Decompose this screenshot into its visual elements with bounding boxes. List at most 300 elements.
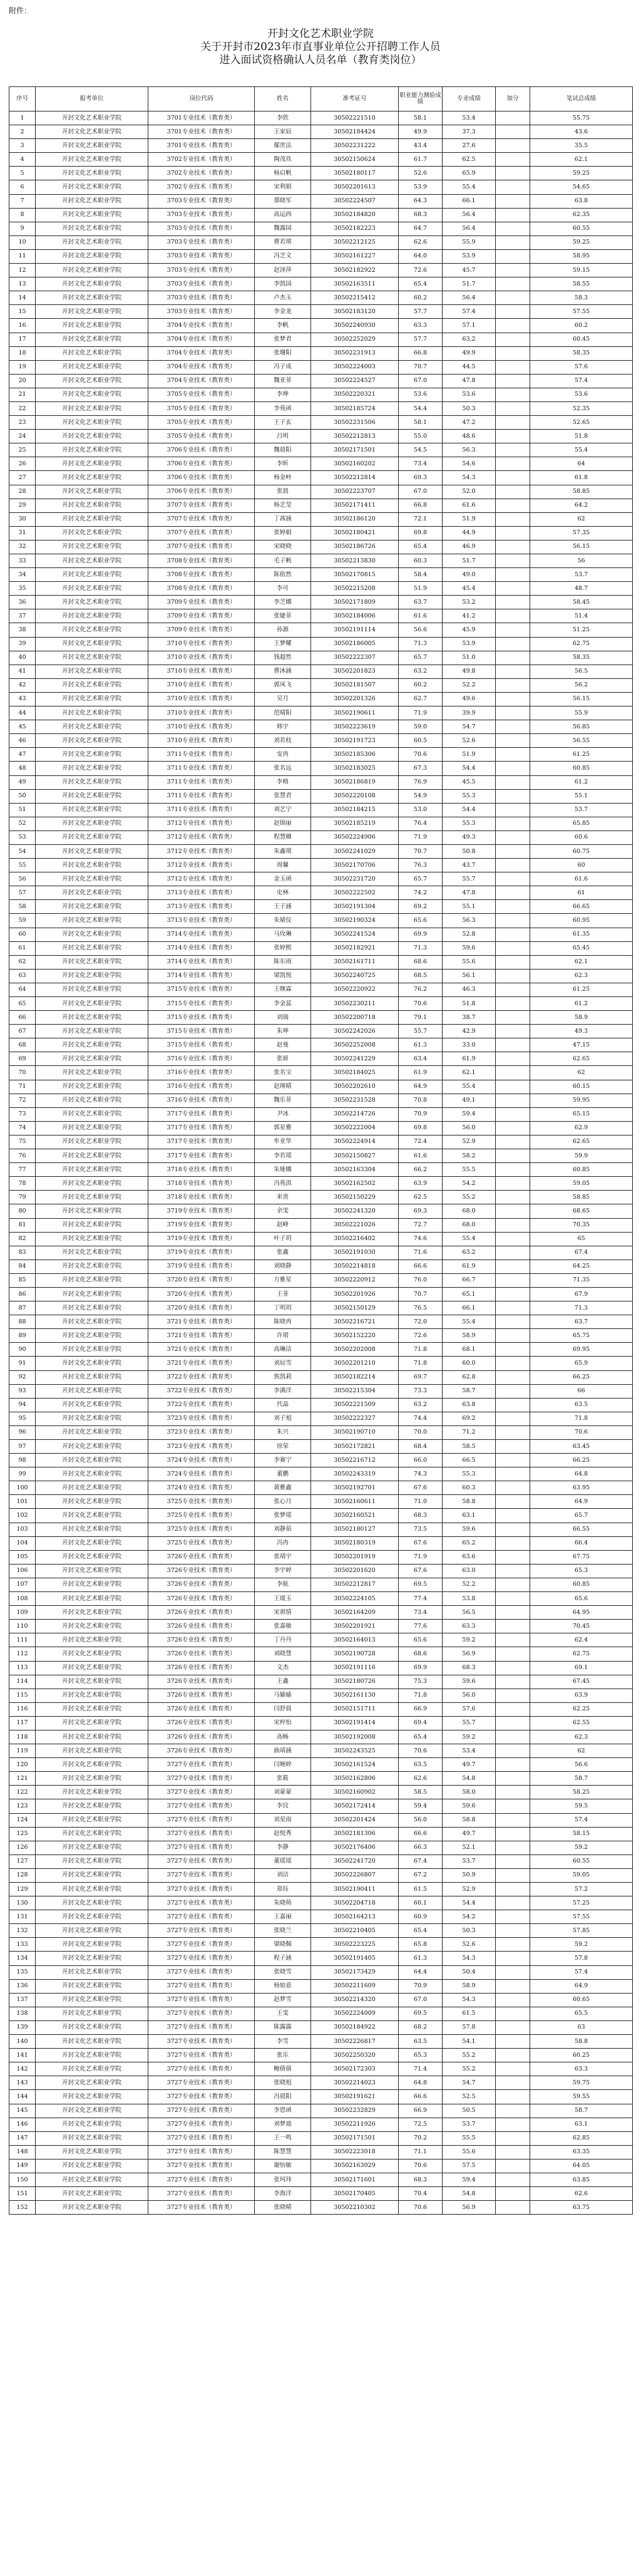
cell-bonus <box>496 900 530 914</box>
cell-position-code: 3706专业技术（教育类） <box>148 457 255 471</box>
cell-total-score: 51.25 <box>530 623 633 637</box>
cell-unit: 开封文化艺术职业学院 <box>36 1786 148 1799</box>
cell-total-score: 65.5 <box>530 2007 633 2020</box>
table-row <box>9 208 633 222</box>
cell-total-score: 62.55 <box>530 1716 633 1730</box>
cell-bonus <box>496 1744 530 1758</box>
cell-subject-score: 58.8 <box>443 1495 496 1509</box>
cell-subject-score: 55.7 <box>443 1716 496 1730</box>
table-row <box>9 401 633 415</box>
cell-total-score: 53.6 <box>530 388 633 401</box>
cell-total-score: 70.35 <box>530 1218 633 1232</box>
cell-unit: 开封文化艺术职业学院 <box>36 1938 148 1952</box>
cell-unit: 开封文化艺术职业学院 <box>36 1052 148 1066</box>
cell-unit: 开封文化艺术职业学院 <box>36 1813 148 1827</box>
cell-unit: 开封文化艺术职业学院 <box>36 1135 148 1149</box>
cell-subject-score: 56.9 <box>443 2201 496 2215</box>
cell-unit: 开封文化艺术职业学院 <box>36 1038 148 1052</box>
cell-subject-score: 65.9 <box>443 167 496 180</box>
cell-name: 曹若琪 <box>255 235 311 249</box>
cell-subject-score: 50.8 <box>443 844 496 858</box>
cell-subject-score: 51.8 <box>443 997 496 1011</box>
cell-index: 134 <box>9 1952 36 1965</box>
cell-name: 高琳洁 <box>255 1343 311 1357</box>
cell-name: 李满洋 <box>255 1384 311 1398</box>
cell-ticket-number: 30502241029 <box>311 844 399 858</box>
cell-ticket-number: 30502200718 <box>311 1011 399 1025</box>
cell-ticket-number: 30502223619 <box>311 720 399 734</box>
cell-subject-score: 57.5 <box>443 2159 496 2173</box>
table-row <box>9 762 633 775</box>
cell-bonus <box>496 789 530 803</box>
table-row <box>9 678 633 692</box>
table-row <box>9 554 633 568</box>
cell-position-code: 3722专业技术（教育类） <box>148 1398 255 1412</box>
cell-name: 宋梓怡 <box>255 1716 311 1730</box>
table-row <box>9 1038 633 1052</box>
cell-subject-score: 53.6 <box>443 388 496 401</box>
cell-ticket-number: 30502170405 <box>311 2187 399 2201</box>
cell-aptitude-score: 69.4 <box>399 1716 443 1730</box>
cell-position-code: 3725专业技术（教育类） <box>148 1536 255 1550</box>
cell-bonus <box>496 2062 530 2076</box>
cell-total-score: 58.85 <box>530 485 633 499</box>
cell-aptitude-score: 68.3 <box>399 1509 443 1523</box>
cell-position-code: 3703专业技术（教育类） <box>148 277 255 291</box>
cell-aptitude-score: 54.9 <box>399 789 443 803</box>
cell-position-code: 3727专业技术（教育类） <box>148 2007 255 2020</box>
cell-index: 17 <box>9 333 36 346</box>
cell-name: 魏露园 <box>255 222 311 235</box>
cell-position-code: 3727专业技术（教育类） <box>148 2131 255 2145</box>
cell-subject-score: 53.8 <box>443 1592 496 1606</box>
cell-unit: 开封文化艺术职业学院 <box>36 1924 148 1938</box>
cell-bonus <box>496 1038 530 1052</box>
cell-unit: 开封文化艺术职业学院 <box>36 1965 148 1979</box>
cell-aptitude-score: 60.2 <box>399 291 443 305</box>
cell-ticket-number: 30502220922 <box>311 983 399 996</box>
cell-aptitude-score: 59.4 <box>399 1799 443 1813</box>
cell-aptitude-score: 72.7 <box>399 1218 443 1232</box>
cell-name: 马玫琳 <box>255 928 311 941</box>
table-row <box>9 1509 633 1523</box>
cell-position-code: 3718专业技术（教育类） <box>148 1177 255 1191</box>
table-row <box>9 720 633 734</box>
cell-unit: 开封文化艺术职业学院 <box>36 249 148 263</box>
cell-subject-score: 57.4 <box>443 305 496 319</box>
cell-index: 58 <box>9 900 36 914</box>
cell-index: 52 <box>9 817 36 830</box>
cell-ticket-number: 30502171501 <box>311 2131 399 2145</box>
cell-position-code: 3701专业技术（教育类） <box>148 125 255 139</box>
table-row <box>9 2007 633 2020</box>
cell-index: 83 <box>9 1246 36 1260</box>
cell-bonus <box>496 1163 530 1177</box>
table-row <box>9 1246 633 1260</box>
cell-index: 59 <box>9 914 36 928</box>
cell-unit: 开封文化艺术职业学院 <box>36 1799 148 1813</box>
table-row <box>9 969 633 983</box>
cell-position-code: 3722专业技术（教育类） <box>148 1370 255 1384</box>
cell-unit: 开封文化艺术职业学院 <box>36 623 148 637</box>
table-row <box>9 1191 633 1204</box>
cell-unit: 开封文化艺术职业学院 <box>36 125 148 139</box>
cell-bonus <box>496 2201 530 2215</box>
cell-total-score: 60.85 <box>530 1578 633 1591</box>
cell-position-code: 3701专业技术（教育类） <box>148 139 255 153</box>
cell-ticket-number: 30502191723 <box>311 734 399 748</box>
cell-aptitude-score: 60.9 <box>399 1910 443 1924</box>
cell-aptitude-score: 63.4 <box>399 1052 443 1066</box>
cell-name: 李帆 <box>255 319 311 333</box>
cell-ticket-number: 30502224527 <box>311 374 399 388</box>
cell-subject-score: 47.2 <box>443 416 496 430</box>
cell-bonus <box>496 1868 530 1882</box>
cell-subject-score: 54.7 <box>443 2076 496 2090</box>
cell-total-score: 70.45 <box>530 1620 633 1633</box>
cell-aptitude-score: 58.1 <box>399 416 443 430</box>
cell-subject-score: 59.2 <box>443 1633 496 1647</box>
cell-name: 孙源 <box>255 623 311 637</box>
cell-subject-score: 54.3 <box>443 471 496 485</box>
cell-subject-score: 56.1 <box>443 969 496 983</box>
cell-position-code: 3719专业技术（教育类） <box>148 1246 255 1260</box>
cell-index: 106 <box>9 1564 36 1578</box>
cell-total-score: 55.1 <box>530 789 633 803</box>
cell-total-score: 58.35 <box>530 651 633 665</box>
cell-subject-score: 52.9 <box>443 1135 496 1149</box>
cell-ticket-number: 30502215412 <box>311 291 399 305</box>
cell-bonus <box>496 955 530 969</box>
cell-position-code: 3710专业技术（教育类） <box>148 637 255 651</box>
cell-ticket-number: 30502191030 <box>311 1246 399 1260</box>
cell-name: 李海洋 <box>255 2187 311 2201</box>
cell-name: 冯子成 <box>255 360 311 374</box>
cell-name: 董鹏 <box>255 1467 311 1481</box>
cell-position-code: 3711专业技术（教育类） <box>148 789 255 803</box>
table-row <box>9 1384 633 1398</box>
cell-name: 郭星雅 <box>255 1121 311 1135</box>
cell-unit: 开封文化艺术职业学院 <box>36 167 148 180</box>
cell-subject-score: 55.1 <box>443 900 496 914</box>
cell-name: 徐荣 <box>255 1440 311 1454</box>
cell-bonus <box>496 457 530 471</box>
cell-index: 109 <box>9 1606 36 1620</box>
cell-index: 53 <box>9 830 36 844</box>
cell-aptitude-score: 71.9 <box>399 1550 443 1564</box>
cell-index: 95 <box>9 1412 36 1425</box>
cell-total-score: 63.1 <box>530 2118 633 2131</box>
cell-aptitude-score: 71.6 <box>399 1246 443 1260</box>
cell-subject-score: 53.9 <box>443 249 496 263</box>
cell-name: 闫舒晨 <box>255 1702 311 1716</box>
cell-index: 76 <box>9 1149 36 1163</box>
cell-total-score: 55.75 <box>530 111 633 125</box>
cell-aptitude-score: 76.4 <box>399 817 443 830</box>
cell-subject-score: 49.1 <box>443 1094 496 1107</box>
cell-position-code: 3704专业技术（教育类） <box>148 360 255 374</box>
cell-aptitude-score: 68.5 <box>399 969 443 983</box>
cell-ticket-number: 30502186005 <box>311 637 399 651</box>
cell-total-score: 55.9 <box>530 706 633 720</box>
cell-bonus <box>496 1135 530 1149</box>
table-row <box>9 1910 633 1924</box>
cell-ticket-number: 30502184820 <box>311 208 399 222</box>
cell-name: 王一鸣 <box>255 2131 311 2145</box>
cell-name: 赵瑛晴 <box>255 1080 311 1094</box>
cell-unit: 开封文化艺术职业学院 <box>36 1910 148 1924</box>
cell-index: 35 <box>9 582 36 596</box>
cell-subject-score: 46.3 <box>443 983 496 996</box>
cell-name: 郭凤飞 <box>255 678 311 692</box>
cell-ticket-number: 30502172414 <box>311 1799 399 1813</box>
cell-total-score: 64.9 <box>530 1979 633 1993</box>
cell-unit: 开封文化艺术职业学院 <box>36 2062 148 2076</box>
cell-name: 冯芝文 <box>255 249 311 263</box>
table-row <box>9 817 633 830</box>
cell-position-code: 3714专业技术（教育类） <box>148 928 255 941</box>
cell-aptitude-score: 64.8 <box>399 2076 443 2090</box>
cell-position-code: 3727专业技术（教育类） <box>148 1952 255 1965</box>
cell-ticket-number: 30502181507 <box>311 678 399 692</box>
cell-name: 毛子帆 <box>255 554 311 568</box>
cell-subject-score: 57.8 <box>443 2020 496 2034</box>
cell-position-code: 3727专业技术（教育类） <box>148 1993 255 2007</box>
cell-subject-score: 49.6 <box>443 692 496 706</box>
cell-ticket-number: 30502184215 <box>311 803 399 817</box>
table-row <box>9 1052 633 1066</box>
cell-total-score: 57.4 <box>530 1813 633 1827</box>
cell-subject-score: 41.2 <box>443 609 496 623</box>
cell-unit: 开封文化艺术职业学院 <box>36 1467 148 1481</box>
cell-aptitude-score: 67.6 <box>399 1481 443 1495</box>
cell-subject-score: 52.8 <box>443 928 496 941</box>
cell-total-score: 60.75 <box>530 844 633 858</box>
cell-name: 焦凯莉 <box>255 1370 311 1384</box>
cell-position-code: 3710专业技术（教育类） <box>148 665 255 678</box>
cell-name: 米贵 <box>255 1191 311 1204</box>
cell-subject-score: 37.3 <box>443 125 496 139</box>
cell-subject-score: 52.2 <box>443 1578 496 1591</box>
cell-ticket-number: 30502180319 <box>311 1536 399 1550</box>
cell-total-score: 60.25 <box>530 2049 633 2062</box>
cell-index: 86 <box>9 1287 36 1301</box>
table-row <box>9 291 633 305</box>
cell-ticket-number: 30502226817 <box>311 2035 399 2049</box>
cell-name: 张靖宇 <box>255 1550 311 1564</box>
cell-position-code: 3725专业技术（教育类） <box>148 1523 255 1536</box>
cell-unit: 开封文化艺术职业学院 <box>36 1578 148 1591</box>
cell-subject-score: 52.5 <box>443 2090 496 2104</box>
cell-subject-score: 55.4 <box>443 1080 496 1094</box>
cell-bonus <box>496 637 530 651</box>
cell-aptitude-score: 67.0 <box>399 374 443 388</box>
cell-total-score: 57.35 <box>530 526 633 540</box>
cell-position-code: 3701专业技术（教育类） <box>148 111 255 125</box>
cell-unit: 开封文化艺术职业学院 <box>36 1868 148 1882</box>
cell-name: 宋晓晓 <box>255 540 311 554</box>
cell-index: 19 <box>9 360 36 374</box>
cell-index: 15 <box>9 305 36 319</box>
cell-position-code: 3715专业技术（教育类） <box>148 1038 255 1052</box>
cell-total-score: 59.9 <box>530 1149 633 1163</box>
cell-subject-score: 46.9 <box>443 540 496 554</box>
cell-unit: 开封文化艺术职业学院 <box>36 1592 148 1606</box>
cell-name: 程慧卿 <box>255 830 311 844</box>
cell-bonus <box>496 706 530 720</box>
cell-aptitude-score: 71.0 <box>399 1495 443 1509</box>
cell-bonus <box>496 305 530 319</box>
cell-index: 18 <box>9 346 36 360</box>
cell-subject-score: 63.0 <box>443 1564 496 1578</box>
candidate-table <box>9 86 633 2215</box>
table-row <box>9 1883 633 1896</box>
cell-name: 赵悦秀 <box>255 1827 311 1841</box>
cell-ticket-number: 30502204718 <box>311 1896 399 1910</box>
cell-unit: 开封文化艺术职业学院 <box>36 734 148 748</box>
table-row <box>9 1786 633 1799</box>
cell-bonus <box>496 1011 530 1025</box>
cell-name: 余雯 <box>255 1204 311 1218</box>
cell-index: 14 <box>9 291 36 305</box>
cell-subject-score: 55.7 <box>443 872 496 886</box>
cell-total-score: 68.65 <box>530 1204 633 1218</box>
table-row <box>9 1454 633 1467</box>
table-row <box>9 153 633 167</box>
cell-bonus <box>496 997 530 1011</box>
cell-total-score: 58.45 <box>530 596 633 609</box>
table-row <box>9 1135 633 1149</box>
cell-name: 吕明 <box>255 430 311 443</box>
cell-bonus <box>496 844 530 858</box>
cell-unit: 开封文化艺术职业学院 <box>36 1550 148 1564</box>
cell-subject-score: 66.7 <box>443 1273 496 1287</box>
cell-position-code: 3715专业技术（教育类） <box>148 983 255 996</box>
table-row <box>9 1633 633 1647</box>
cell-aptitude-score: 43.4 <box>399 139 443 153</box>
table-row <box>9 1315 633 1329</box>
table-row <box>9 1854 633 1868</box>
cell-aptitude-score: 65.4 <box>399 540 443 554</box>
cell-position-code: 3717专业技术（教育类） <box>148 1121 255 1135</box>
cell-unit: 开封文化艺术职业学院 <box>36 886 148 900</box>
table-row <box>9 1952 633 1965</box>
table-row <box>9 111 633 125</box>
cell-index: 82 <box>9 1232 36 1246</box>
cell-position-code: 3714专业技术（教育类） <box>148 969 255 983</box>
cell-aptitude-score: 66.9 <box>399 2104 443 2118</box>
cell-position-code: 3720专业技术（教育类） <box>148 1273 255 1287</box>
cell-position-code: 3702专业技术（教育类） <box>148 153 255 167</box>
cell-ticket-number: 30502172303 <box>311 2062 399 2076</box>
cell-bonus <box>496 775 530 789</box>
cell-aptitude-score: 68.6 <box>399 1647 443 1661</box>
cell-aptitude-score: 70.6 <box>399 748 443 762</box>
cell-total-score: 67.4 <box>530 1246 633 1260</box>
cell-ticket-number: 30502180421 <box>311 526 399 540</box>
cell-subject-score: 56.4 <box>443 222 496 235</box>
cell-ticket-number: 30502163029 <box>311 2159 399 2173</box>
cell-unit: 开封文化艺术职业学院 <box>36 1454 148 1467</box>
cell-index: 51 <box>9 803 36 817</box>
cell-index: 146 <box>9 2118 36 2131</box>
cell-ticket-number: 30502221026 <box>311 1218 399 1232</box>
cell-index: 90 <box>9 1343 36 1357</box>
cell-bonus <box>496 111 530 125</box>
cell-subject-score: 58.7 <box>443 1384 496 1398</box>
cell-subject-score: 65.2 <box>443 1536 496 1550</box>
table-row <box>9 2187 633 2201</box>
table-row <box>9 886 633 900</box>
cell-ticket-number: 30502214726 <box>311 1107 399 1121</box>
cell-bonus <box>496 596 530 609</box>
cell-aptitude-score: 66.0 <box>399 1454 443 1467</box>
table-row <box>9 1827 633 1841</box>
table-row <box>9 167 633 180</box>
cell-bonus <box>496 125 530 139</box>
cell-bonus <box>496 526 530 540</box>
cell-ticket-number: 30502220321 <box>311 388 399 401</box>
cell-position-code: 3706专业技术（教育类） <box>148 485 255 499</box>
cell-index: 48 <box>9 762 36 775</box>
cell-unit: 开封文化艺术职业学院 <box>36 1412 148 1425</box>
cell-aptitude-score: 77.4 <box>399 1592 443 1606</box>
cell-position-code: 3714专业技术（教育类） <box>148 955 255 969</box>
cell-unit: 开封文化艺术职业学院 <box>36 1080 148 1094</box>
cell-subject-score: 71.2 <box>443 1425 496 1439</box>
table-row <box>9 1702 633 1716</box>
cell-total-score: 58.3 <box>530 291 633 305</box>
table-row <box>9 1841 633 1854</box>
cell-bonus <box>496 651 530 665</box>
cell-index: 41 <box>9 665 36 678</box>
cell-total-score: 56.15 <box>530 540 633 554</box>
cell-subject-score: 51.9 <box>443 748 496 762</box>
cell-index: 114 <box>9 1675 36 1689</box>
cell-position-code: 3712专业技术（教育类） <box>148 872 255 886</box>
cell-index: 64 <box>9 983 36 996</box>
cell-name: 刘艺宁 <box>255 803 311 817</box>
cell-index: 112 <box>9 1647 36 1661</box>
cell-unit: 开封文化艺术职业学院 <box>36 1232 148 1246</box>
cell-aptitude-score: 71.8 <box>399 1357 443 1370</box>
cell-bonus <box>496 1716 530 1730</box>
cell-bonus <box>496 1177 530 1191</box>
cell-aptitude-score: 66.6 <box>399 1260 443 1273</box>
cell-total-score: 57.4 <box>530 374 633 388</box>
cell-position-code: 3719专业技术（教育类） <box>148 1232 255 1246</box>
cell-index: 75 <box>9 1135 36 1149</box>
cell-bonus <box>496 1509 530 1523</box>
table-row <box>9 235 633 249</box>
cell-index: 130 <box>9 1896 36 1910</box>
cell-position-code: 3724专业技术（教育类） <box>148 1467 255 1481</box>
cell-position-code: 3709专业技术（教育类） <box>148 623 255 637</box>
cell-index: 111 <box>9 1633 36 1647</box>
cell-total-score: 60.55 <box>530 222 633 235</box>
cell-index: 16 <box>9 319 36 333</box>
cell-aptitude-score: 61.3 <box>399 1038 443 1052</box>
cell-index: 37 <box>9 609 36 623</box>
cell-total-score: 65.75 <box>530 1329 633 1343</box>
cell-bonus <box>496 1301 530 1315</box>
table-row <box>9 1121 633 1135</box>
cell-subject-score: 49.7 <box>443 1758 496 1772</box>
cell-subject-score: 68.1 <box>443 1343 496 1357</box>
cell-subject-score: 66.1 <box>443 194 496 208</box>
cell-index: 1 <box>9 111 36 125</box>
cell-ticket-number: 30502222004 <box>311 1121 399 1135</box>
